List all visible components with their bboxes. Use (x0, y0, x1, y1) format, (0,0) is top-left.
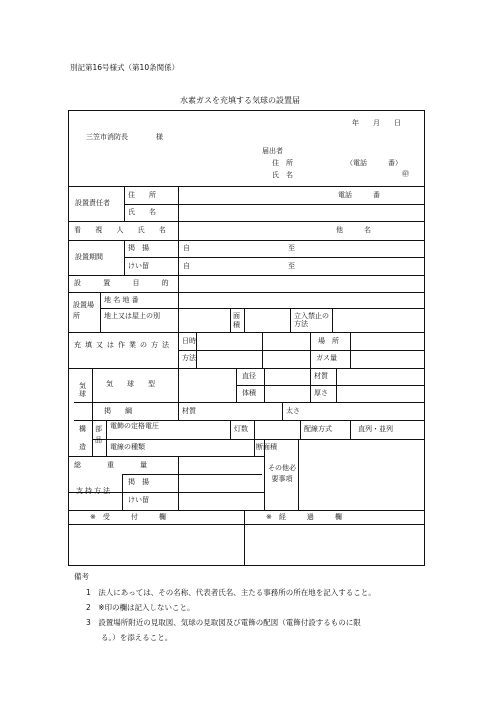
series-parallel: 直列・並列 (358, 425, 393, 433)
kikyu-type-label: 気 球 型 (106, 380, 155, 388)
form-number: 別記第16号様式（第10条関係） (70, 63, 180, 72)
installer-phone: 電話 番 (338, 191, 380, 199)
elec-type-label: 電線の種類 (110, 443, 145, 451)
reception-header: ※ 受 付 欄 (90, 513, 166, 521)
period-to-2: 至 (288, 262, 295, 270)
rope-label: 掲 綱 (104, 407, 132, 415)
note-3b: る。）を添えること。 (86, 633, 173, 642)
rope-material-label: 材質 (182, 407, 196, 415)
lamps-label: 灯数 (234, 425, 248, 433)
note-3a: 3 設置場所附近の見取図、気球の見取図及び電飾の配図（電飾付設するものに限 (86, 618, 361, 627)
period-label: 設置期間 (75, 253, 103, 261)
cross-section-label: 断面積 (256, 443, 277, 451)
applicant-address-label: 住 所 (272, 159, 293, 167)
elec-rating-label: 電飾の定格電圧 (110, 422, 159, 430)
fill-label: 充填又は作業の方法 (74, 341, 173, 349)
addressee: 三笠市消防長 様 (86, 133, 163, 141)
applicant-label: 届出者 (262, 147, 283, 155)
fill-method-label: 方法 (182, 354, 196, 362)
lot-label: 地 名 地 番 (104, 296, 139, 304)
note-2: 2 ※印の欄は記入しないこと。 (86, 603, 195, 612)
period-keiryu: けい留 (128, 262, 149, 270)
watcher-label: 看 視 人 氏 名 (74, 226, 172, 234)
volume-label: 体積 (242, 389, 256, 397)
period-to-1: 至 (288, 244, 295, 252)
notes-heading: 備考 (74, 572, 89, 581)
diameter-label: 直径 (242, 372, 256, 380)
installer-address-label: 住 所 (128, 191, 156, 199)
applicant-name-label: 氏 名 (272, 171, 293, 179)
installer-label: 設置責任者 (75, 199, 110, 207)
period-from-2: 自 (183, 262, 190, 270)
support-label: 支持方法 (76, 487, 112, 495)
ground-label: 地上又は屋上の別 (104, 312, 160, 320)
place-label: 設置場所 (73, 301, 94, 321)
note-1: 1 法人にあっては、その名称、代表者氏名、主たる事務所の所在地を記入すること。 (86, 588, 376, 597)
thickness-label: 厚さ (314, 389, 328, 397)
kikyu-label: 気球 (79, 382, 86, 399)
total-weight-label: 総 重 量 (74, 461, 151, 469)
gas-amount-label: ガス量 (316, 354, 337, 362)
structure-label: 構造 (79, 425, 86, 452)
purpose-label: 設 置 目 的 (74, 279, 179, 287)
parts-label: 部品 (95, 425, 102, 445)
seal-mark: ㊞ (402, 170, 409, 178)
date-line: 年 月 日 (352, 119, 401, 127)
area-label: 面積 (233, 312, 240, 330)
form-title: 水素ガスを充填する気球の設置届 (180, 96, 300, 105)
applicant-phone: （電話 番） (346, 159, 402, 167)
material-label: 材質 (314, 372, 328, 380)
rope-size-label: 太さ (286, 407, 300, 415)
wiring-label: 配線方式 (304, 425, 332, 433)
period-from-1: 自 (183, 244, 190, 252)
other-label: その他必要事項 (268, 464, 296, 484)
progress-header: ※ 経 過 欄 (266, 513, 342, 521)
installer-name-label: 氏 名 (128, 208, 156, 216)
period-keiyou: 掲 揚 (128, 244, 149, 252)
fill-datetime-label: 日時 (182, 337, 196, 345)
no-entry-label: 立入禁止の方法 (294, 312, 329, 329)
support-keiyou-label: 掲 揚 (128, 478, 149, 486)
watcher-other: 他 名 (336, 226, 371, 234)
support-keiryu-label: けい留 (128, 496, 149, 504)
fill-place-label: 場 所 (318, 337, 339, 345)
